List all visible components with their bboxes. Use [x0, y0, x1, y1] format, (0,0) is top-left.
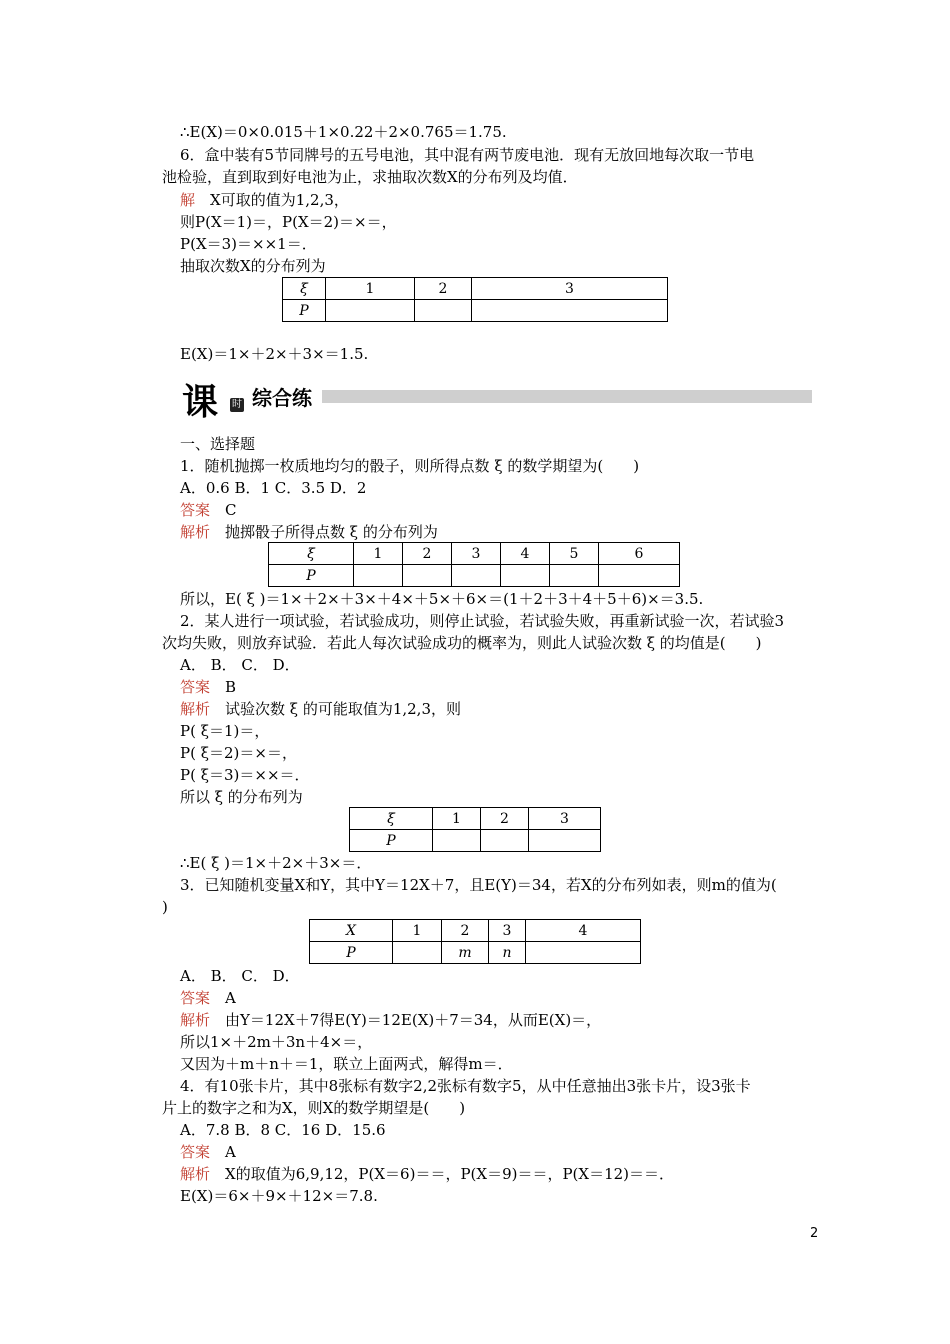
- answer-line: [180, 500, 237, 520]
- question-3-line1: 3．已知随机变量X和Y，其中Y＝12X＋7，且E(Y)＝34，若X的分布列如表，则m的值为(: [180, 876, 777, 894]
- table-cell: [415, 300, 472, 322]
- table-cell: [526, 942, 641, 964]
- page-number: 2: [810, 1226, 819, 1241]
- solution-text: X可取的值为1,2,3，: [210, 191, 349, 209]
- table-cell: P: [283, 300, 326, 322]
- solution-label: 解析: [180, 700, 211, 718]
- answer-value: A: [225, 1143, 236, 1161]
- question-1: 1．随机抛掷一枚质地均匀的骰子，则所得点数 ξ 的数学期望为( ): [180, 457, 640, 475]
- table-cell: [393, 942, 442, 964]
- section-heading: 一、选择题: [180, 435, 256, 453]
- text-line: 所以，E( ξ )＝1×＋2×＋3×＋4×＋5×＋6×＝(1＋2＋3＋4＋5＋6)×＝3.5.: [180, 590, 704, 608]
- text-line: E(X)＝1×＋2×＋3×＝1.5.: [180, 345, 369, 363]
- text-line: P( ξ＝2)＝×＝，: [180, 744, 297, 762]
- question-1-options: A．0.6 B．1 C．3.5 D．2: [180, 479, 367, 497]
- answer-value: A: [225, 989, 236, 1007]
- distribution-table-2: [268, 542, 680, 587]
- question-4-line2: 片上的数字之和为X，则X的数学期望是( ): [162, 1099, 466, 1117]
- solution-text: X的取值为6,9,12，P(X＝6)＝＝，P(X＝9)＝＝，P(X＝12)＝＝．: [225, 1165, 675, 1183]
- table-cell: [452, 565, 501, 587]
- solution-line: [180, 699, 461, 719]
- table-cell: P: [310, 942, 393, 964]
- solution-line: [180, 1010, 601, 1030]
- solution-label: 解析: [180, 1011, 211, 1029]
- table-cell: 1: [393, 920, 442, 942]
- text-line: ∴E( ξ )＝1×＋2×＋3×＝．: [180, 854, 372, 872]
- question-3-line2: ): [162, 898, 168, 916]
- table-cell: [599, 565, 680, 587]
- question-4-options: A．7.8 B．8 C．16 D．15.6: [180, 1121, 386, 1139]
- text-line: E(X)＝6×＋9×＋12×＝7.8.: [180, 1187, 378, 1205]
- answer-line: [180, 988, 236, 1008]
- table-cell: 2: [415, 278, 472, 300]
- answer-value: C: [225, 501, 237, 519]
- solution-line: [180, 1164, 674, 1184]
- solution-label: 解析: [180, 523, 211, 541]
- answer-value: B: [225, 678, 237, 696]
- table-cell: ξ: [283, 278, 326, 300]
- text-line: P( ξ＝3)＝××＝．: [180, 766, 310, 784]
- table-cell: X: [310, 920, 393, 942]
- table-cell: 5: [550, 543, 599, 565]
- banner-title: 综合练: [252, 386, 312, 410]
- question-2-options: A． B． C． D．: [180, 656, 300, 674]
- table-cell: [501, 565, 550, 587]
- table-cell: P: [350, 830, 433, 852]
- table-cell: m: [442, 942, 489, 964]
- table-cell: 4: [501, 543, 550, 565]
- distribution-table-1: [282, 277, 668, 322]
- text-line: 所以1×＋2m＋3n＋4×＝，: [180, 1033, 373, 1051]
- distribution-table-3: [349, 807, 601, 852]
- table-cell: 3: [529, 808, 601, 830]
- solution-label: 解析: [180, 1165, 211, 1183]
- text-line: ∴E(X)＝0×0.015＋1×0.22＋2×0.765＝1.75.: [180, 123, 507, 141]
- table-cell: P: [269, 565, 354, 587]
- text-line: 则P(X＝1)＝，P(X＝2)＝×＝，: [180, 213, 397, 231]
- section-banner: [180, 372, 812, 428]
- table-cell: [354, 565, 403, 587]
- table-cell: 3: [489, 920, 526, 942]
- table-cell: [433, 830, 481, 852]
- answer-label: 答案: [180, 678, 211, 696]
- question-2-line2: 次均失败，则放弃试验．若此人每次试验成功的概率为，则此人试验次数 ξ 的均值是( ): [162, 634, 762, 652]
- text-line: P( ξ＝1)＝，: [180, 722, 270, 740]
- table-cell: 1: [354, 543, 403, 565]
- text-line: P(X＝3)＝××1＝．: [180, 235, 317, 253]
- question-6-line1: 6．盒中装有5节同牌号的五号电池，其中混有两节废电池．现有无放回地每次取一节电: [180, 146, 755, 164]
- table-cell: n: [489, 942, 526, 964]
- solution-line: [180, 190, 349, 210]
- solution-line: [180, 522, 438, 542]
- text-line: 所以 ξ 的分布列为: [180, 788, 303, 806]
- table-cell: 1: [433, 808, 481, 830]
- table-cell: 1: [326, 278, 415, 300]
- table-cell: ξ: [350, 808, 433, 830]
- table-cell: [403, 565, 452, 587]
- banner-bar: [322, 390, 812, 403]
- banner-small-glyph: 时: [232, 399, 242, 410]
- solution-text: 试验次数 ξ 的可能取值为1,2,3，则: [225, 700, 461, 718]
- table-cell: 2: [442, 920, 489, 942]
- table-cell: 2: [481, 808, 529, 830]
- table-cell: [481, 830, 529, 852]
- table-cell: [550, 565, 599, 587]
- table-cell: 4: [526, 920, 641, 942]
- text-line: 又因为＋m＋n＋＝1，联立上面两式，解得m＝．: [180, 1055, 513, 1073]
- answer-label: 答案: [180, 501, 211, 519]
- solution-text: 由Y＝12X＋7得E(Y)＝12E(X)＋7＝34，从而E(X)＝，: [225, 1011, 602, 1029]
- answer-line: [180, 1142, 236, 1162]
- table-cell: [472, 300, 668, 322]
- table-cell: ξ: [269, 543, 354, 565]
- table-cell: 3: [452, 543, 501, 565]
- answer-label: 答案: [180, 989, 211, 1007]
- solution-label: 解: [180, 191, 196, 209]
- text-line: 抽取次数X的分布列为: [180, 257, 326, 275]
- question-6-line2: 池检验，直到取到好电池为止，求抽取次数X的分布列及均值．: [162, 168, 578, 186]
- table-cell: [529, 830, 601, 852]
- table-cell: 2: [403, 543, 452, 565]
- question-2-line1: 2．某人进行一项试验，若试验成功，则停止试验，若试验失败，再重新试验一次，若试验3: [180, 612, 785, 630]
- banner-glyph: 课: [182, 381, 219, 423]
- answer-label: 答案: [180, 1143, 211, 1161]
- table-cell: [326, 300, 415, 322]
- distribution-table-4: [309, 919, 641, 964]
- question-4-line1: 4．有10张卡片，其中8张标有数字2,2张标有数字5，从中任意抽出3张卡片，设3张卡: [180, 1077, 751, 1095]
- solution-text: 抛掷骰子所得点数 ξ 的分布列为: [225, 523, 438, 541]
- table-cell: 6: [599, 543, 680, 565]
- table-cell: 3: [472, 278, 668, 300]
- answer-line: [180, 677, 236, 697]
- question-3-options: A． B． C． D．: [180, 967, 300, 985]
